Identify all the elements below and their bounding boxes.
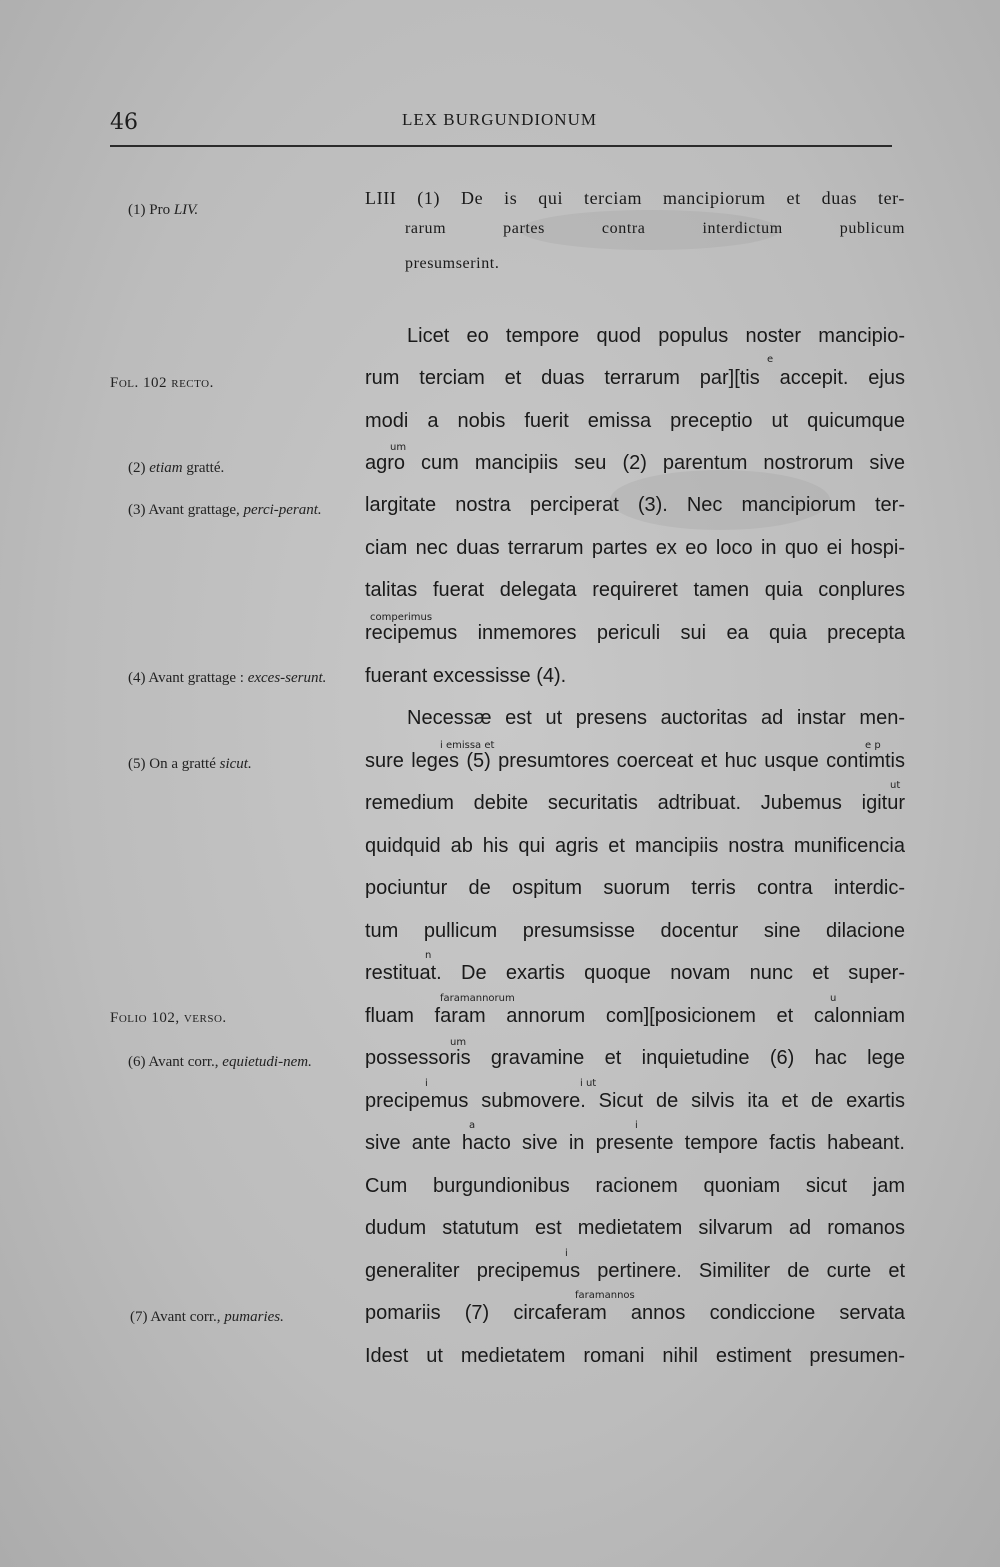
body-line: possessoris gravamine et inquietudine (6) hac lege xyxy=(365,1047,905,1069)
margin-note-7 xyxy=(130,1307,370,1327)
body-line: agro cum mancipiis seu (2) parentum nostrorum sive xyxy=(365,452,905,474)
interlinear-correction: i ut xyxy=(580,1078,597,1089)
interlinear-correction: e xyxy=(767,354,774,365)
chapter-title-line: rarum partes contra interdictum publicum xyxy=(405,220,905,237)
body-line: fluam faram annorum com][posicionem et calonniam xyxy=(365,1005,905,1027)
body-line: rum terciam et duas terrarum par][tis accepit. ejus xyxy=(365,367,905,389)
folio-marker-verso xyxy=(110,1008,350,1028)
note-italic: etiam xyxy=(149,460,183,476)
body-line: fuerant excessisse (4). xyxy=(365,665,567,687)
note-italic: pumaries. xyxy=(224,1309,284,1325)
body-line: sive ante hacto sive in presente tempore factis habeant. xyxy=(365,1132,905,1154)
folio-marker-recto xyxy=(110,373,350,393)
margin-note-3 xyxy=(110,500,350,520)
note-text: Folio 102, verso. xyxy=(110,1010,227,1026)
note-text: (1) Pro xyxy=(128,202,174,218)
body-line: sure leges (5) presumtores coerceat et huc usque contimtis xyxy=(365,750,905,772)
body-line: restituat. De exartis quoque novam nunc et super- xyxy=(365,962,905,984)
interlinear-correction: faramannos xyxy=(575,1290,635,1301)
interlinear-correction: i emissa et xyxy=(440,740,495,751)
body-line: pomariis (7) circaferam annos condiccione servata xyxy=(365,1302,905,1324)
note-italic: perci-perant. xyxy=(243,502,322,518)
body-line: generaliter precipemus pertinere. Similiter de curte et xyxy=(365,1260,905,1282)
body-line: recipemus inmemores periculi sui ea quia precepta xyxy=(365,622,905,644)
note-text: gratté. xyxy=(182,460,225,476)
interlinear-correction: um xyxy=(390,442,407,453)
margin-note-2 xyxy=(128,458,368,478)
note-text: (4) Avant grattage : xyxy=(128,670,248,686)
note-italic: equietudi-nem. xyxy=(222,1054,312,1070)
interlinear-correction: ut xyxy=(890,780,901,791)
body-line: quidquid ab his qui agris et mancipiis nostra munificencia xyxy=(365,835,905,857)
interlinear-correction: i xyxy=(635,1120,638,1131)
interlinear-correction: um xyxy=(450,1037,467,1048)
chapter-title-line: LIII (1) De is qui terciam mancipiorum et duas ter- xyxy=(365,188,905,208)
note-text: (2) xyxy=(128,460,150,476)
page-header xyxy=(110,110,892,150)
interlinear-correction: u xyxy=(830,993,837,1004)
page-number: 46 xyxy=(110,110,138,135)
body-line: precipemus submovere. Sicut de silvis ita et de exartis xyxy=(365,1090,905,1112)
body-line: ciam nec duas terrarum partes ex eo loco in quo ei hospi- xyxy=(365,537,905,559)
body-line: remedium debite securitatis adtribuat. Jubemus igitur xyxy=(365,792,905,814)
body-line: Cum burgundionibus racionem quoniam sicut jam xyxy=(365,1175,905,1197)
chapter-title-line: presumserint. xyxy=(405,255,500,272)
interlinear-correction: e p xyxy=(865,740,881,751)
note-text: (7) Avant corr., xyxy=(130,1309,225,1325)
interlinear-correction: a xyxy=(469,1120,476,1131)
body-line: pociuntur de ospitum suorum terris contra interdic- xyxy=(365,877,905,899)
body-line: Idest ut medietatem romani nihil estiment presumen- xyxy=(365,1345,905,1367)
margin-note-5 xyxy=(128,754,368,774)
interlinear-correction: i xyxy=(425,1078,428,1089)
note-italic: exces-serunt. xyxy=(247,670,327,686)
note-text: (6) Avant corr., xyxy=(128,1054,223,1070)
running-head: LEX BURGUNDIONUM xyxy=(402,110,597,129)
note-text: Fol. 102 recto. xyxy=(110,375,214,391)
margin-note-6 xyxy=(110,1052,350,1072)
interlinear-correction: i xyxy=(565,1248,568,1259)
interlinear-correction: comperimus xyxy=(370,612,433,623)
body-line: Necessæ est ut presens auctoritas ad instar men- xyxy=(407,707,905,729)
body-line: dudum statutum est medietatem silvarum ad romanos xyxy=(365,1217,905,1239)
body-line: largitate nostra perciperat (3). Nec mancipiorum ter- xyxy=(365,494,905,516)
note-text: (3) Avant grattage, xyxy=(128,502,244,518)
margin-note-1 xyxy=(128,200,368,220)
interlinear-correction: n xyxy=(425,950,432,961)
body-line: tum pullicum presumsisse docentur sine dilacione xyxy=(365,920,905,942)
header-rule xyxy=(110,145,892,147)
note-text: (5) On a gratté xyxy=(128,756,220,772)
body-line: talitas fuerat delegata requireret tamen quia conplures xyxy=(365,579,905,601)
margin-note-4 xyxy=(110,668,350,688)
note-italic: sicut. xyxy=(219,756,252,772)
body-line: Licet eo tempore quod populus noster mancipio- xyxy=(407,325,905,347)
interlinear-correction: faramannorum xyxy=(440,993,515,1004)
body-line: modi a nobis fuerit emissa preceptio ut quicumque xyxy=(365,410,905,432)
note-italic: LIV. xyxy=(173,202,199,218)
